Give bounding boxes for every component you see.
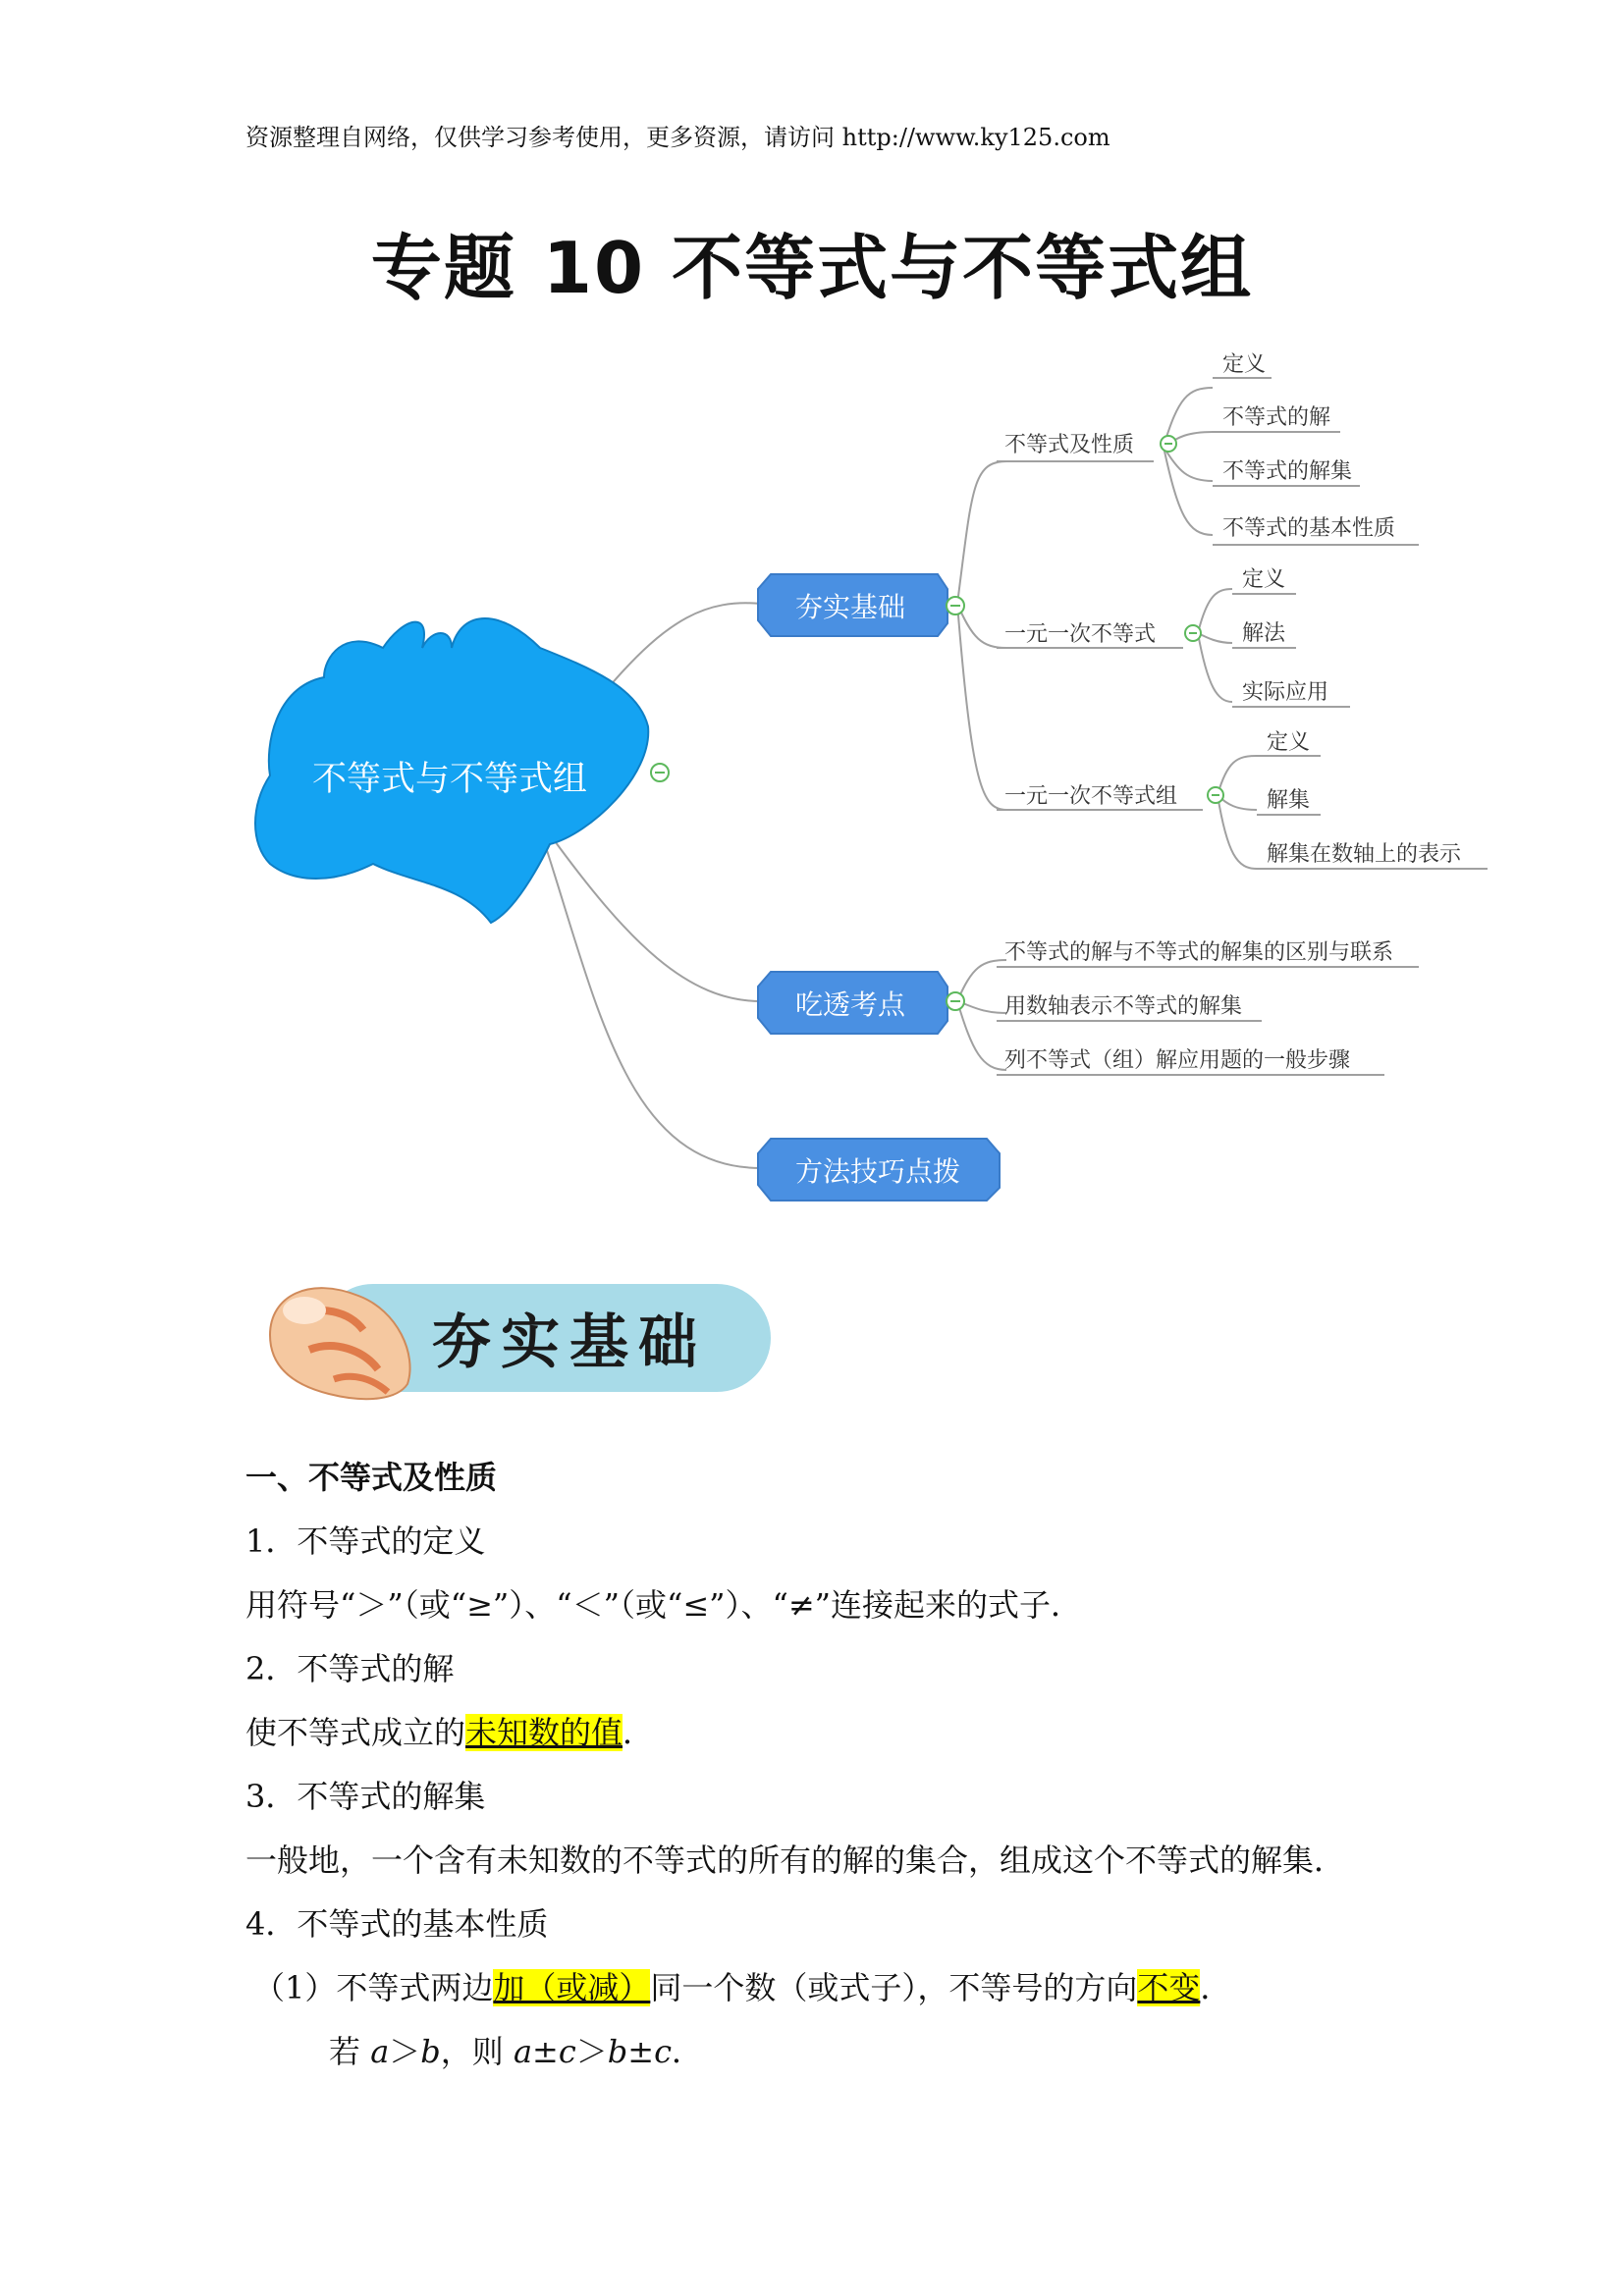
page-title: 专题 10 不等式与不等式组 (370, 227, 1254, 309)
svg-text:用数轴表示不等式的解集: 用数轴表示不等式的解集 (1004, 994, 1243, 1019)
svg-text:定义: 定义 (1222, 352, 1267, 377)
svg-text:不等式的解集: 不等式的解集 (1222, 459, 1353, 484)
highlight: 未知数的值 (465, 1714, 623, 1751)
node-yyycbds: 一元一次不等式 (1004, 622, 1157, 647)
svg-text:方法技巧点拨: 方法技巧点拨 (795, 1155, 961, 1188)
banner-title: 夯实基础 (432, 1308, 707, 1377)
item-text-4-1: （1）不等式两边加（或减）同一个数（或式子），不等号的方向不变． (253, 1969, 1232, 2006)
highlight: 加（或减） (493, 1969, 651, 2006)
svg-text:吃透考点: 吃透考点 (795, 988, 906, 1021)
item-text-1: 用符号“＞”（或“≥”）、“＜”（或“≤”）、“≠”连接起来的式子． (245, 1586, 1083, 1624)
svg-text:不等式的解与不等式的解集的区别与联系: 不等式的解与不等式的解集的区别与联系 (1004, 940, 1394, 965)
header-note: 资源整理自网络，仅供学习参考使用，更多资源，请访问 http://www.ky125.com (245, 124, 1110, 151)
svg-text:解集在数轴上的表示: 解集在数轴上的表示 (1267, 842, 1462, 867)
node-bdsjxz: 不等式及性质 (1004, 433, 1135, 457)
svg-text:不等式的基本性质: 不等式的基本性质 (1222, 516, 1396, 541)
svg-text:解法: 解法 (1242, 621, 1286, 646)
item-title-3: 3．不等式的解集 (245, 1778, 486, 1815)
svg-text:定义: 定义 (1242, 567, 1286, 592)
branch-chitou (758, 972, 964, 1034)
branch-fangfa (758, 1139, 1000, 1201)
root-label: 不等式与不等式组 (312, 760, 588, 799)
svg-text:不等式的解: 不等式的解 (1222, 405, 1331, 430)
item-title-2: 2．不等式的解 (245, 1650, 455, 1687)
item-title-1: 1．不等式的定义 (245, 1522, 486, 1560)
section-heading: 一、不等式及性质 (245, 1459, 498, 1496)
svg-text:实际应用: 实际应用 (1242, 680, 1329, 705)
highlight: 不变 (1137, 1969, 1201, 2006)
item-text-2: 使不等式成立的未知数的值． (245, 1714, 655, 1751)
svg-text:夯实基础: 夯实基础 (795, 591, 906, 623)
item-example-4-1: 若 a＞b，则 a±c＞b±c． (329, 2033, 704, 2070)
item-title-4: 4．不等式的基本性质 (245, 1905, 549, 1943)
item-text-3: 一般地，一个含有未知数的不等式的所有的解的集合，组成这个不等式的解集． (245, 1842, 1346, 1879)
svg-text:解集: 解集 (1267, 788, 1311, 813)
branch-hangshi (758, 574, 964, 636)
svg-text:定义: 定义 (1267, 730, 1311, 755)
node-yyycbdsz: 一元一次不等式组 (1004, 784, 1178, 809)
svg-text:列不等式（组）解应用题的一般步骤: 列不等式（组）解应用题的一般步骤 (1004, 1048, 1351, 1073)
